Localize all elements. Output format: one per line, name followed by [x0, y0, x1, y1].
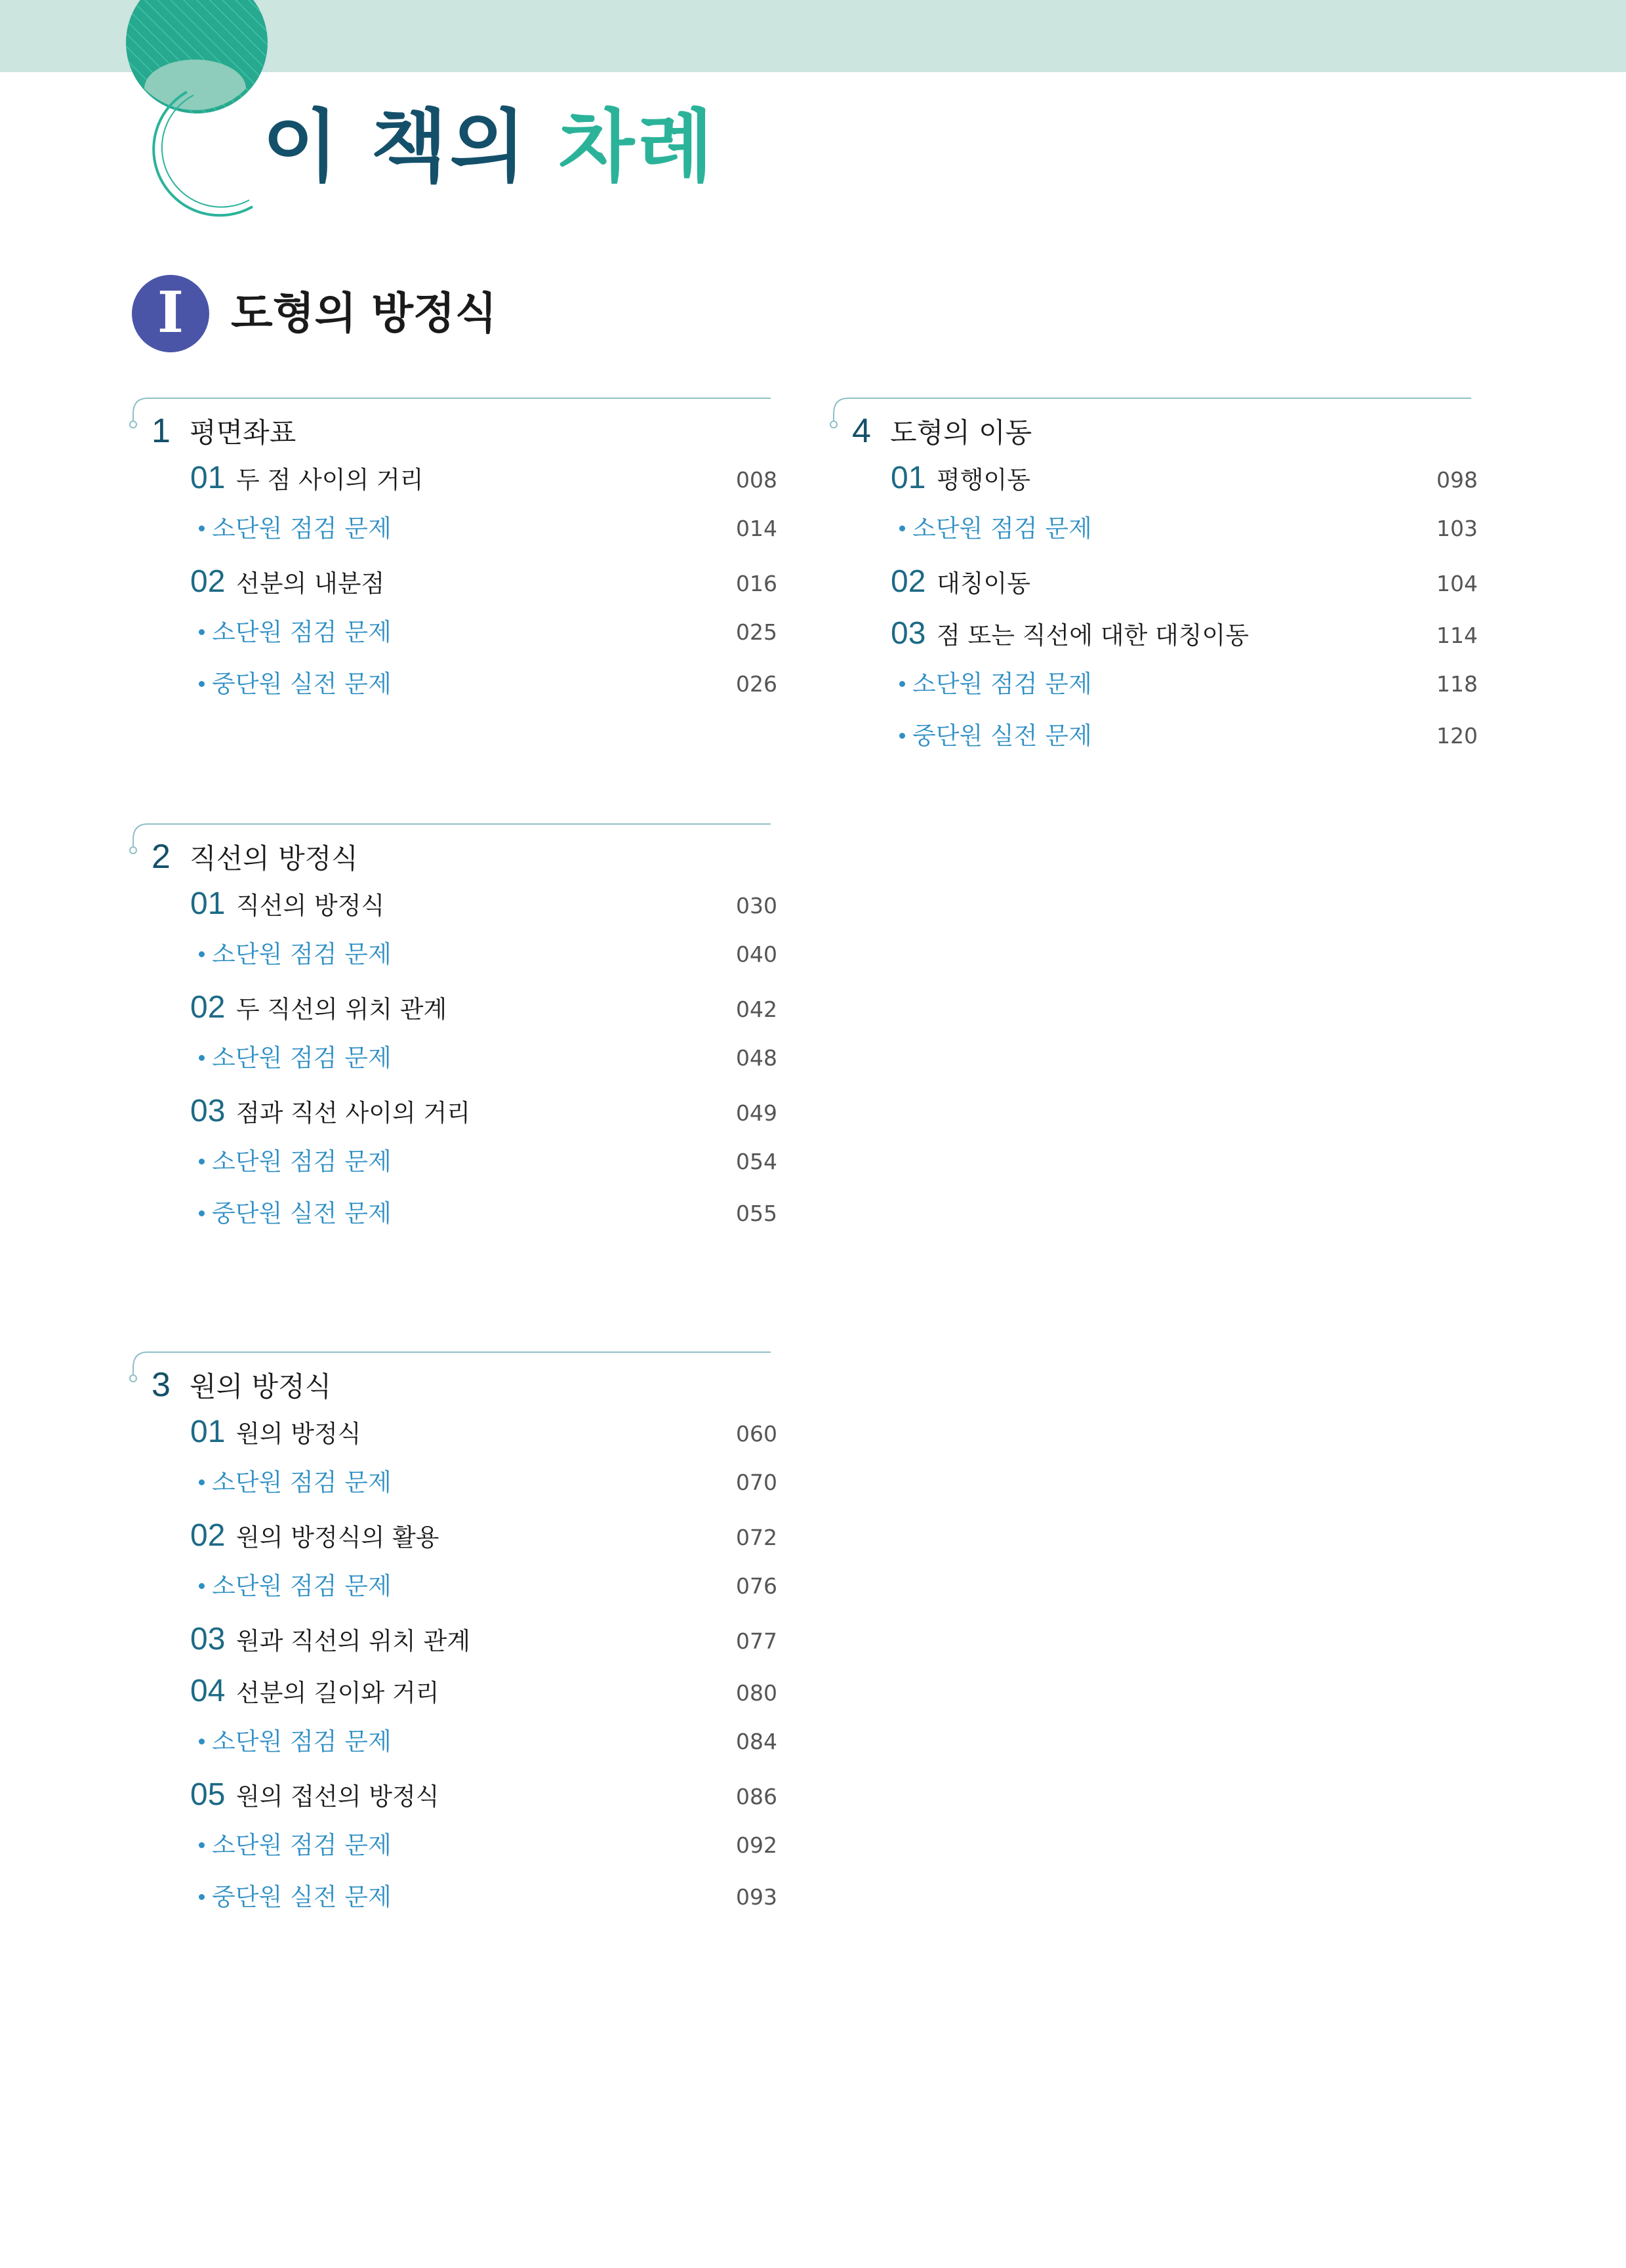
- page-number: 076: [736, 1573, 777, 1599]
- entry-number: 01: [190, 461, 226, 495]
- toc-subentry[interactable]: [828, 661, 1478, 701]
- entry-label: 선분의 내분점: [236, 569, 385, 598]
- toc-subentry[interactable]: [128, 506, 777, 545]
- page-number: 048: [736, 1045, 777, 1071]
- page-number: 120: [1436, 723, 1478, 749]
- entry-number: 03: [190, 1094, 226, 1128]
- entry-number: 02: [190, 564, 226, 599]
- bullet-icon: [199, 1210, 205, 1216]
- page-number: 080: [736, 1680, 777, 1706]
- toc-subentry[interactable]: [128, 661, 777, 701]
- page-number: 014: [736, 516, 777, 541]
- page-number: 026: [736, 671, 777, 697]
- title-part-2: 차례: [558, 102, 716, 193]
- toc-subentry[interactable]: [828, 713, 1478, 753]
- subentry-label: 소단원 점검 문제: [912, 670, 1092, 698]
- subentry-label: 중단원 실전 문제: [912, 722, 1092, 750]
- page-number: 086: [736, 1784, 777, 1809]
- entry-number: 01: [190, 886, 226, 921]
- chapter-title: 도형의 방정식: [231, 288, 497, 339]
- entry-number: 02: [190, 1518, 226, 1553]
- bullet-icon: [199, 681, 205, 687]
- entry-number: 01: [891, 461, 926, 495]
- entry-label: 평행이동: [937, 466, 1030, 494]
- toc-entry[interactable]: [128, 561, 777, 600]
- toc-entry[interactable]: [128, 1774, 777, 1813]
- toc-subentry[interactable]: [128, 1719, 777, 1758]
- toc-subentry[interactable]: [128, 1191, 777, 1230]
- section-title: 직선의 방정식: [190, 842, 358, 875]
- toc-subentry[interactable]: [128, 1035, 777, 1075]
- bullet-icon: [199, 526, 205, 531]
- page-number: 054: [736, 1149, 777, 1174]
- page-number: 055: [736, 1201, 777, 1226]
- entry-number: 03: [190, 1622, 226, 1657]
- section-header: [852, 407, 1032, 457]
- page-number: 060: [736, 1421, 777, 1447]
- bullet-icon: [899, 526, 905, 531]
- subentry-label: 중단원 실전 문제: [212, 1199, 392, 1227]
- subentry-label: 소단원 점검 문제: [212, 940, 392, 968]
- toc-entry[interactable]: [128, 1090, 777, 1130]
- toc-entry[interactable]: [828, 613, 1478, 652]
- toc-entry[interactable]: [128, 1670, 777, 1710]
- entry-number: 02: [891, 564, 926, 599]
- entry-label: 원의 방정식: [236, 1420, 361, 1448]
- subentry-label: 소단원 점검 문제: [212, 1044, 392, 1072]
- page-number: 084: [736, 1729, 777, 1754]
- toc-entry[interactable]: [828, 457, 1478, 497]
- title-part-1: 이 책의: [262, 102, 529, 193]
- subentry-label: 중단원 실전 문제: [212, 670, 392, 698]
- section-title: 원의 방정식: [190, 1371, 332, 1403]
- page-number: 093: [736, 1884, 777, 1910]
- bullet-icon: [899, 733, 905, 739]
- page-number: 042: [736, 997, 777, 1022]
- entry-number: 04: [190, 1674, 226, 1708]
- page-number: 049: [736, 1100, 777, 1126]
- page-number: 025: [736, 619, 777, 645]
- section-number: 3: [152, 1366, 171, 1404]
- page-title: [262, 102, 716, 194]
- toc-entry[interactable]: [128, 1515, 777, 1554]
- entry-label: 점과 직선 사이의 거리: [236, 1099, 470, 1127]
- section-number: 4: [852, 412, 871, 450]
- entry-number: 05: [190, 1777, 226, 1812]
- toc-subentry[interactable]: [128, 1563, 777, 1603]
- page-number: 104: [1436, 571, 1478, 596]
- bullet-icon: [199, 1739, 205, 1744]
- toc-subentry[interactable]: [128, 1823, 777, 1862]
- toc-entry[interactable]: [128, 457, 777, 497]
- page-number: 016: [736, 571, 777, 596]
- page-number: 070: [736, 1470, 777, 1495]
- subentry-label: 소단원 점검 문제: [912, 514, 1092, 543]
- page-number: 008: [736, 467, 777, 493]
- section-number: 2: [152, 838, 171, 876]
- section-title: 도형의 이동: [890, 417, 1032, 449]
- subentry-label: 소단원 점검 문제: [212, 1727, 392, 1756]
- title-decoration-icon: [118, 0, 275, 223]
- toc-entry[interactable]: [128, 1619, 777, 1658]
- section-header: [152, 833, 358, 882]
- entry-label: 선분의 길이와 거리: [236, 1679, 439, 1707]
- entry-label: 대칭이동: [937, 569, 1030, 598]
- page-number: 077: [736, 1628, 777, 1654]
- toc-subentry[interactable]: [128, 609, 777, 649]
- chapter-numeral: I: [157, 279, 184, 346]
- toc-subentry[interactable]: [128, 932, 777, 971]
- bullet-icon: [899, 681, 905, 687]
- page-number: 118: [1436, 671, 1478, 697]
- chapter-badge-icon: [131, 274, 210, 353]
- toc-subentry[interactable]: [128, 1874, 777, 1914]
- entry-label: 점 또는 직선에 대한 대칭이동: [937, 621, 1249, 649]
- page-number: 092: [736, 1832, 777, 1858]
- entry-number: 02: [190, 990, 226, 1025]
- page-number: 098: [1436, 467, 1478, 493]
- entry-label: 두 직선의 위치 관계: [236, 995, 447, 1023]
- page-number: 114: [1436, 623, 1478, 648]
- entry-number: 01: [190, 1414, 226, 1449]
- subentry-label: 소단원 점검 문제: [212, 618, 392, 646]
- subentry-label: 중단원 실전 문제: [212, 1883, 392, 1911]
- entry-label: 원과 직선의 위치 관계: [236, 1627, 470, 1655]
- toc-subentry[interactable]: [828, 506, 1478, 545]
- bullet-icon: [199, 1159, 205, 1165]
- entry-label: 원의 접선의 방정식: [236, 1783, 439, 1811]
- bullet-icon: [199, 951, 205, 957]
- page-number: 030: [736, 893, 777, 918]
- bullet-icon: [199, 1894, 205, 1900]
- entry-label: 직선의 방정식: [236, 892, 385, 920]
- page-number: 072: [736, 1525, 777, 1550]
- section-number: 1: [152, 412, 171, 450]
- section-header: [152, 407, 296, 457]
- page-number: 103: [1436, 516, 1478, 541]
- bullet-icon: [199, 1842, 205, 1848]
- subentry-label: 소단원 점검 문제: [212, 1831, 392, 1859]
- bullet-icon: [199, 1055, 205, 1061]
- bullet-icon: [199, 1583, 205, 1589]
- toc-section-3: [128, 1350, 784, 2268]
- subentry-label: 소단원 점검 문제: [212, 1468, 392, 1496]
- subentry-label: 소단원 점검 문제: [212, 1572, 392, 1600]
- toc-entry[interactable]: [128, 1411, 777, 1451]
- toc-section-4: [828, 396, 1484, 1314]
- entry-label: 두 점 사이의 거리: [236, 466, 424, 494]
- entry-number: 03: [891, 616, 926, 651]
- toc-subentry[interactable]: [128, 1139, 777, 1178]
- section-title: 평면좌표: [190, 417, 296, 449]
- toc-entry[interactable]: [828, 561, 1478, 600]
- subentry-label: 소단원 점검 문제: [212, 514, 392, 543]
- page-number: 040: [736, 941, 777, 967]
- bullet-icon: [199, 1479, 205, 1485]
- toc-entry[interactable]: [128, 883, 777, 922]
- subentry-label: 소단원 점검 문제: [212, 1147, 392, 1176]
- entry-label: 원의 방정식의 활용: [236, 1523, 439, 1552]
- section-header: [152, 1361, 331, 1411]
- toc-subentry[interactable]: [128, 1460, 777, 1499]
- toc-entry[interactable]: [128, 987, 777, 1026]
- bullet-icon: [199, 629, 205, 635]
